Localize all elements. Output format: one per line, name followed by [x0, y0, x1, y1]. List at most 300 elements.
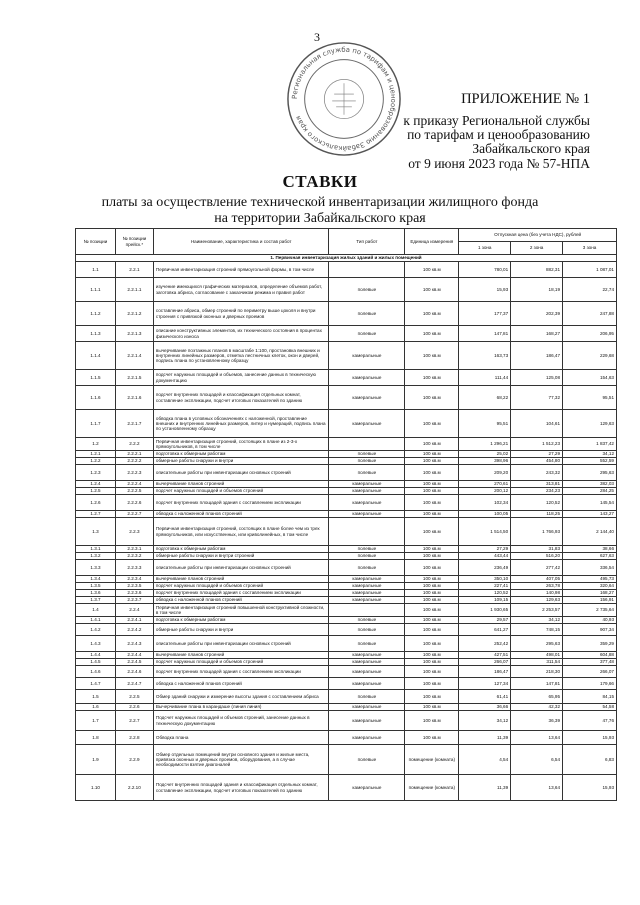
- table-row: [76, 604, 617, 617]
- row-price-num: 2.2.2: [115, 438, 153, 451]
- row-price-num: 2.2.3.7: [115, 597, 153, 604]
- row-unit: 100 кв.м: [405, 370, 459, 386]
- row-unit: 100 кв.м: [405, 342, 459, 370]
- row-zone1: 427,51: [459, 652, 511, 659]
- row-price-num: 2.2.1.1: [115, 278, 153, 302]
- row-unit: 100 кв.м: [405, 678, 459, 690]
- row-unit: 100 кв.м: [405, 636, 459, 652]
- row-zone3: 229,68: [563, 342, 617, 370]
- row-unit: 100 кв.м: [405, 666, 459, 678]
- row-price-num: 2.2.3.6: [115, 590, 153, 597]
- row-price-num: 2.2.4: [115, 604, 153, 617]
- col-header-zone3: 3 зона: [563, 242, 617, 255]
- row-zone2: 277,42: [511, 560, 563, 576]
- row-num: 1.3.6: [76, 590, 116, 597]
- row-zone3: 206,95: [563, 326, 617, 342]
- row-zone3: 359,29: [563, 636, 617, 652]
- col-header-type: Тип работ: [329, 229, 405, 255]
- row-zone3: 377,48: [563, 659, 617, 666]
- row-unit: 100 кв.м: [405, 438, 459, 451]
- row-zone3: 1 837,42: [563, 438, 617, 451]
- row-type: полевые: [329, 624, 405, 636]
- row-type: камеральные: [329, 342, 405, 370]
- row-zone3: 6,83: [563, 745, 617, 775]
- row-type: полевые: [329, 546, 405, 553]
- row-num: 1.4.3: [76, 636, 116, 652]
- row-zone3: 2 144,40: [563, 518, 617, 546]
- row-num: 1.4.4: [76, 652, 116, 659]
- row-unit: 100 кв.м: [405, 553, 459, 560]
- row-zone1: 163,73: [459, 342, 511, 370]
- row-zone3: 627,63: [563, 553, 617, 560]
- row-zone1: 186,47: [459, 666, 511, 678]
- row-zone3: 2 735,64: [563, 604, 617, 617]
- table-row: [76, 617, 617, 624]
- row-zone2: 407,05: [511, 576, 563, 583]
- row-zone3: 495,73: [563, 576, 617, 583]
- row-unit: 100 кв.м: [405, 495, 459, 511]
- row-zone1: 350,10: [459, 576, 511, 583]
- row-price-num: 2.2.1.2: [115, 302, 153, 326]
- row-unit: 100 кв.м: [405, 597, 459, 604]
- row-num: 1.1.6: [76, 386, 116, 410]
- row-description: описательные работы при инвентаризации основных строений: [153, 560, 329, 576]
- row-num: 1.8: [76, 731, 116, 745]
- row-zone2: 454,80: [511, 458, 563, 465]
- row-unit: 100 кв.м: [405, 518, 459, 546]
- row-num: 1.3: [76, 518, 116, 546]
- row-zone3: 54,58: [563, 704, 617, 711]
- row-type: камеральные: [329, 370, 405, 386]
- row-num: 1.2.6: [76, 495, 116, 511]
- row-description: описательные работы при инвентаризации основных строений: [153, 636, 329, 652]
- row-zone2: 498,01: [511, 652, 563, 659]
- row-zone1: 27,29: [459, 546, 511, 553]
- row-zone1: 111,44: [459, 370, 511, 386]
- table-row: [76, 342, 617, 370]
- row-num: 1.3.3: [76, 560, 116, 576]
- col-header-num: № позиции: [76, 229, 116, 255]
- row-price-num: 2.2.3.1: [115, 546, 153, 553]
- row-num: 1.1.1: [76, 278, 116, 302]
- row-zone2: 243,32: [511, 465, 563, 481]
- row-zone2: 6,54: [511, 745, 563, 775]
- row-price-num: 2.2.3.2: [115, 553, 153, 560]
- row-zone2: 34,12: [511, 617, 563, 624]
- row-description: Подсчет внутренних площадей здания и классификация отдельных комнат, составление экспликации, подсчет итоговых показателей по зданию: [153, 775, 329, 801]
- table-row: [76, 481, 617, 488]
- row-zone2: 13,64: [511, 775, 563, 801]
- row-zone2: 31,83: [511, 546, 563, 553]
- row-description: Первичная инвентаризация строений прямоугольной формы, в том числе: [153, 262, 329, 278]
- col-header-price-num: № позиции прейск.*: [115, 229, 153, 255]
- table-row: [76, 704, 617, 711]
- table-row: [76, 495, 617, 511]
- row-type: камеральные: [329, 410, 405, 438]
- row-price-num: 2.2.4.3: [115, 636, 153, 652]
- row-zone1: 252,42: [459, 636, 511, 652]
- row-zone2: 202,39: [511, 302, 563, 326]
- row-price-num: 2.2.4.4: [115, 652, 153, 659]
- col-header-unit: Единица измерения: [405, 229, 459, 255]
- row-description: подсчет наружных площадей и объемов, занесение данных в техническую документацию: [153, 370, 329, 386]
- row-num: 1.3.2: [76, 553, 116, 560]
- row-zone2: 311,54: [511, 659, 563, 666]
- row-zone3: 15,93: [563, 731, 617, 745]
- row-num: 1.10: [76, 775, 116, 801]
- row-unit: 100 кв.м: [405, 617, 459, 624]
- row-description: Вычерчивание плана в карандаше (линия линия): [153, 704, 329, 711]
- row-description: вычерчивание планов строений: [153, 576, 329, 583]
- row-zone2: 147,81: [511, 678, 563, 690]
- row-type: камеральные: [329, 576, 405, 583]
- row-zone2: 748,15: [511, 624, 563, 636]
- table-row: [76, 370, 617, 386]
- row-type: камеральные: [329, 488, 405, 495]
- row-num: 1.2: [76, 438, 116, 451]
- row-zone1: 127,34: [459, 678, 511, 690]
- row-zone2: 882,31: [511, 262, 563, 278]
- row-type: полевые: [329, 465, 405, 481]
- row-description: подготовка к обмерным работам: [153, 451, 329, 458]
- row-zone3: 336,54: [563, 560, 617, 576]
- table-row: [76, 597, 617, 604]
- table-row: [76, 326, 617, 342]
- row-price-num: 2.2.4.1: [115, 617, 153, 624]
- row-num: 1.3.5: [76, 583, 116, 590]
- row-zone3: 907,34: [563, 624, 617, 636]
- row-zone1: 100,05: [459, 511, 511, 518]
- row-unit: 100 кв.м: [405, 262, 459, 278]
- row-num: 1.1: [76, 262, 116, 278]
- row-zone3: 284,25: [563, 488, 617, 495]
- row-zone3: 156,91: [563, 597, 617, 604]
- row-description: Первичная инвентаризация строений, состоящих в плане из 2-3-х прямоугольников, в том числе: [153, 438, 329, 451]
- document-subtitle-2: на территории Забайкальского края: [214, 211, 426, 226]
- row-price-num: 2.2.3.3: [115, 560, 153, 576]
- page-number: 3: [314, 30, 320, 44]
- row-zone1: 15,93: [459, 278, 511, 302]
- row-zone1: 398,96: [459, 458, 511, 465]
- row-zone2: 516,20: [511, 553, 563, 560]
- row-zone2: 263,78: [511, 583, 563, 590]
- row-zone1: 641,27: [459, 624, 511, 636]
- row-zone3: 154,63: [563, 370, 617, 386]
- row-price-num: 2.2.4.7: [115, 678, 153, 690]
- table-row: [76, 690, 617, 704]
- row-num: 1.6: [76, 704, 116, 711]
- row-zone2: 13,64: [511, 731, 563, 745]
- row-zone1: 1 296,21: [459, 438, 511, 451]
- row-num: 1.1.2: [76, 302, 116, 326]
- col-header-price-group: Отпускная цена (без учета НДС), рублей: [459, 229, 617, 242]
- row-num: 1.7: [76, 711, 116, 731]
- row-zone1: 11,39: [459, 775, 511, 801]
- row-zone2: 18,19: [511, 278, 563, 302]
- row-unit: 100 кв.м: [405, 481, 459, 488]
- row-zone2: 36,39: [511, 711, 563, 731]
- row-unit: 100 кв.м: [405, 326, 459, 342]
- row-num: 1.3.1: [76, 546, 116, 553]
- seal-text: Региональная служба по тарифам и ценообразованию Забайкальского края: [290, 45, 398, 153]
- table-row: [76, 511, 617, 518]
- row-description: подсчет внутренних площадей здания с составлением экспликации: [153, 666, 329, 678]
- row-zone1: 68,22: [459, 386, 511, 410]
- table-row: [76, 438, 617, 451]
- row-num: 1.2.3: [76, 465, 116, 481]
- row-zone1: 1 930,65: [459, 604, 511, 617]
- row-zone3: 320,64: [563, 583, 617, 590]
- row-zone1: 147,81: [459, 326, 511, 342]
- row-zone2: 65,95: [511, 690, 563, 704]
- row-type: [329, 518, 405, 546]
- row-zone3: 168,27: [563, 590, 617, 597]
- row-unit: 100 кв.м: [405, 302, 459, 326]
- row-zone1: 120,52: [459, 590, 511, 597]
- row-unit: 100 кв.м: [405, 659, 459, 666]
- row-description: вычерчивание планов строений: [153, 481, 329, 488]
- row-price-num: 2.2.2.2: [115, 458, 153, 465]
- row-zone2: 129,63: [511, 597, 563, 604]
- row-description: обводка с наложенной планов строений: [153, 597, 329, 604]
- row-unit: 100 кв.м: [405, 690, 459, 704]
- row-price-num: 2.2.1.6: [115, 386, 153, 410]
- table-row: [76, 458, 617, 465]
- row-num: 1.2.4: [76, 481, 116, 488]
- row-description: подсчет внутренних площадей здания с составлением экспликации: [153, 495, 329, 511]
- row-zone2: 234,23: [511, 488, 563, 495]
- row-type: полевые: [329, 617, 405, 624]
- row-unit: 100 кв.м: [405, 546, 459, 553]
- row-unit: 100 кв.м: [405, 465, 459, 481]
- row-zone1: 102,34: [459, 495, 511, 511]
- row-description: Обмер отдельных помещений внутри основного здания и жилые места, привязка оконных и дверных проемов, оборудования, а в случае необходимости взятие диагоналей: [153, 745, 329, 775]
- table-row: [76, 518, 617, 546]
- row-unit: 100 кв.м: [405, 386, 459, 410]
- row-price-num: 2.2.2.6: [115, 495, 153, 511]
- row-zone2: 295,63: [511, 636, 563, 652]
- row-type: [329, 604, 405, 617]
- row-zone2: 186,47: [511, 342, 563, 370]
- row-zone2: 168,27: [511, 326, 563, 342]
- row-type: полевые: [329, 278, 405, 302]
- row-unit: 100 кв.м: [405, 704, 459, 711]
- row-type: камеральные: [329, 652, 405, 659]
- row-description: обмерные работы снаружи и внутри строений: [153, 553, 329, 560]
- order-line-3: Забайкальского края: [472, 141, 590, 156]
- row-type: полевые: [329, 745, 405, 775]
- row-num: 1.5: [76, 690, 116, 704]
- row-price-num: 2.2.6: [115, 704, 153, 711]
- row-num: 1.4.2: [76, 624, 116, 636]
- table-row: [76, 775, 617, 801]
- row-unit: 100 кв.м: [405, 278, 459, 302]
- row-zone1: 11,39: [459, 731, 511, 745]
- row-description: Обмер зданий снаружи и измерение высоты здания с составлением абриса: [153, 690, 329, 704]
- row-zone2: 42,32: [511, 704, 563, 711]
- row-unit: 100 кв.м: [405, 410, 459, 438]
- row-price-num: 2.2.3.5: [115, 583, 153, 590]
- table-row: [76, 262, 617, 278]
- row-zone2: 77,32: [511, 386, 563, 410]
- document-title: СТАВКИ: [282, 172, 358, 191]
- row-zone3: 1 087,01: [563, 262, 617, 278]
- row-zone3: 38,66: [563, 546, 617, 553]
- row-type: полевые: [329, 326, 405, 342]
- row-type: камеральные: [329, 731, 405, 745]
- row-price-num: 2.2.3: [115, 518, 153, 546]
- row-type: полевые: [329, 690, 405, 704]
- row-type: полевые: [329, 636, 405, 652]
- row-zone1: 109,15: [459, 597, 511, 604]
- row-type: камеральные: [329, 590, 405, 597]
- row-zone1: 270,61: [459, 481, 511, 488]
- row-type: полевые: [329, 451, 405, 458]
- row-description: обмерные работы снаружи и внутри: [153, 624, 329, 636]
- row-description: изучение имеющихся графических материалов, определение объемов работ, заготовка абриса, согласование с заказчиком режима и правил работ: [153, 278, 329, 302]
- row-zone2: 2 253,57: [511, 604, 563, 617]
- row-description: составление абриса, обмер строений по периметру выше цоколя и внутри строения с привязкой оконных и дверных проемов: [153, 302, 329, 326]
- col-header-zone1: 1 зона: [459, 242, 511, 255]
- row-type: полевые: [329, 302, 405, 326]
- row-zone3: 129,63: [563, 410, 617, 438]
- row-zone2: 140,98: [511, 590, 563, 597]
- row-description: подсчет наружных площадей и объемов строений: [153, 583, 329, 590]
- row-num: 1.4: [76, 604, 116, 617]
- row-num: 1.9: [76, 745, 116, 775]
- row-price-num: 2.2.2.1: [115, 451, 153, 458]
- official-seal: [285, 40, 403, 158]
- table-row: [76, 659, 617, 666]
- table-row: [76, 553, 617, 560]
- row-zone2: 104,61: [511, 410, 563, 438]
- row-zone2: 120,52: [511, 495, 563, 511]
- row-type: камеральные: [329, 583, 405, 590]
- row-num: 1.1.7: [76, 410, 116, 438]
- row-type: камеральные: [329, 775, 405, 801]
- row-type: полевые: [329, 458, 405, 465]
- col-header-zone2: 2 зона: [511, 242, 563, 255]
- row-type: полевые: [329, 560, 405, 576]
- row-description: Первичная инвентаризация строений повышенной конструктивной сложности, в том числе: [153, 604, 329, 617]
- row-zone1: 4,54: [459, 745, 511, 775]
- row-description: описательные работы при инвентаризации основных строений: [153, 465, 329, 481]
- row-price-num: 2.2.2.5: [115, 488, 153, 495]
- row-unit: 100 кв.м: [405, 458, 459, 465]
- table-row: [76, 278, 617, 302]
- row-price-num: 2.2.8: [115, 731, 153, 745]
- row-zone1: 34,12: [459, 711, 511, 731]
- row-type: камеральные: [329, 386, 405, 410]
- row-num: 1.1.5: [76, 370, 116, 386]
- row-price-num: 2.2.7: [115, 711, 153, 731]
- row-price-num: 2.2.1.3: [115, 326, 153, 342]
- row-unit: 100 кв.м: [405, 604, 459, 617]
- row-price-num: 2.2.2.4: [115, 481, 153, 488]
- row-zone1: 443,44: [459, 553, 511, 560]
- row-price-num: 2.2.3.4: [115, 576, 153, 583]
- table-row: [76, 652, 617, 659]
- row-type: [329, 438, 405, 451]
- row-price-num: 2.2.2.3: [115, 465, 153, 481]
- table-row: [76, 451, 617, 458]
- row-description: подготовка к обмерным работам: [153, 617, 329, 624]
- rates-table: [75, 228, 617, 801]
- section-header: 1. Первичная инвентаризация жилых зданий и жилых помещений: [76, 255, 617, 262]
- table-row: [76, 711, 617, 731]
- row-type: камеральные: [329, 659, 405, 666]
- row-unit: помещение (комната): [405, 745, 459, 775]
- table-row: [76, 488, 617, 495]
- row-zone2: 1 512,23: [511, 438, 563, 451]
- table-row: [76, 624, 617, 636]
- row-unit: 100 кв.м: [405, 590, 459, 597]
- row-zone1: 177,37: [459, 302, 511, 326]
- table-row: [76, 666, 617, 678]
- table-row: [76, 590, 617, 597]
- row-num: 1.4.6: [76, 666, 116, 678]
- row-type: [329, 262, 405, 278]
- row-description: подсчет внутренних площадей здания с составлением экспликации: [153, 590, 329, 597]
- row-description: описание конструктивных элементов, их технического состояния в процентах физического износа: [153, 326, 329, 342]
- row-zone3: 247,88: [563, 302, 617, 326]
- row-type: камеральные: [329, 511, 405, 518]
- appendix-label: ПРИЛОЖЕНИЕ № 1: [461, 91, 590, 107]
- row-description: Первичная инвентаризация строений, состоящих в плане более чем из трех прямоугольников, или искусственных, или криволинейных, в том числе: [153, 518, 329, 546]
- row-description: Обводка плана: [153, 731, 329, 745]
- row-unit: 100 кв.м: [405, 624, 459, 636]
- row-zone1: 236,49: [459, 560, 511, 576]
- row-zone1: 266,07: [459, 659, 511, 666]
- row-type: камеральные: [329, 495, 405, 511]
- row-zone1: 95,51: [459, 410, 511, 438]
- row-zone1: 25,02: [459, 451, 511, 458]
- row-zone3: 40,93: [563, 617, 617, 624]
- row-num: 1.3.4: [76, 576, 116, 583]
- row-zone3: 145,54: [563, 495, 617, 511]
- row-price-num: 2.2.9: [115, 745, 153, 775]
- table-row: [76, 410, 617, 438]
- row-zone1: 200,12: [459, 488, 511, 495]
- row-unit: 100 кв.м: [405, 731, 459, 745]
- row-description: вычерчивание поэтажных планов в масштабе 1:100, простановка внешних и внутренних линейных размеров, отметка лестничных клеток, окон и дверей, подпись плана по установленному образцу: [153, 342, 329, 370]
- row-type: камеральные: [329, 597, 405, 604]
- row-description: обмерные работы снаружи и внутри: [153, 458, 329, 465]
- row-description: обводка плана в условных обозначениях с наложенной, проставление внешних и внутренних линейных размеров, литер и нумераций, подпись плана по установленному образцу: [153, 410, 329, 438]
- row-type: камеральные: [329, 678, 405, 690]
- table-row: [76, 678, 617, 690]
- row-unit: 100 кв.м: [405, 583, 459, 590]
- table-row: [76, 731, 617, 745]
- row-zone3: 179,66: [563, 678, 617, 690]
- table-row: [76, 465, 617, 481]
- row-num: 1.2.5: [76, 488, 116, 495]
- document-subtitle-1: платы за осуществление технической инвентаризации жилищного фонда: [101, 195, 539, 210]
- row-zone3: 22,74: [563, 278, 617, 302]
- row-zone3: 34,12: [563, 451, 617, 458]
- order-line-2: по тарифам и ценообразованию: [407, 127, 590, 142]
- table-row: [76, 745, 617, 775]
- row-zone3: 552,59: [563, 458, 617, 465]
- row-unit: 100 кв.м: [405, 652, 459, 659]
- table-row: [76, 546, 617, 553]
- row-price-num: 2.2.4.2: [115, 624, 153, 636]
- row-zone3: 15,93: [563, 775, 617, 801]
- row-type: полевые: [329, 553, 405, 560]
- row-zone3: 266,07: [563, 666, 617, 678]
- row-price-num: 2.2.2.7: [115, 511, 153, 518]
- table-row: [76, 302, 617, 326]
